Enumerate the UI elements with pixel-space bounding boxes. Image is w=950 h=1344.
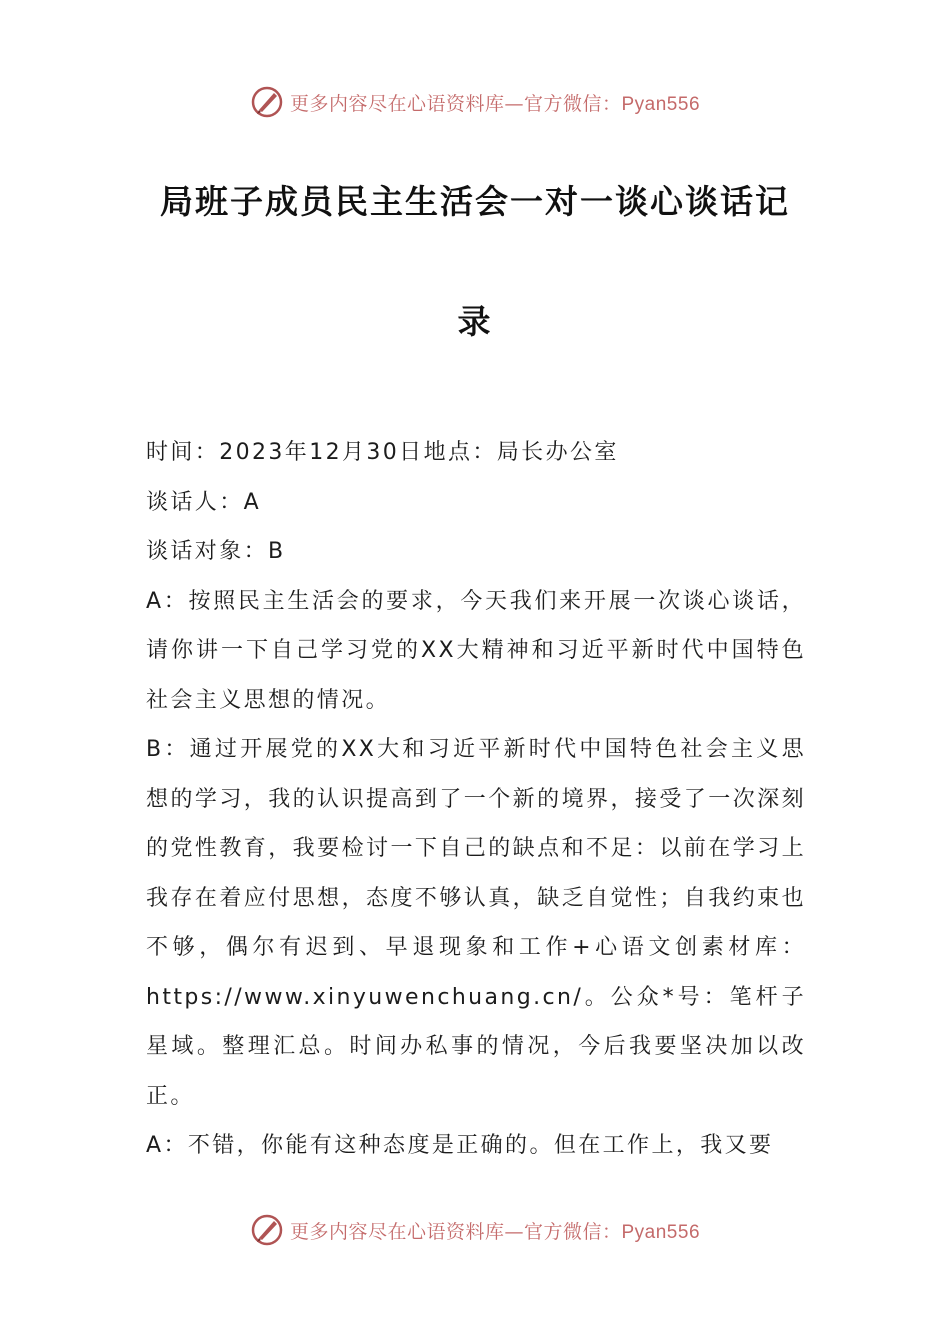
- paragraph-a-reply: A：不错，你能有这种态度是正确的。但在工作上，我又要: [146, 1133, 774, 1158]
- paragraph-a-question: A：按照民主生活会的要求，今天我们来开展一次谈心谈话，请你讲一下自己学习党的XX大精神和习近平新时代中国特色社会主义思想的情况。: [146, 588, 806, 713]
- document-title: 局班子成员民主生活会一对一谈心谈话记: [160, 182, 790, 221]
- meta-speaker: 谈话人：A: [146, 489, 262, 515]
- meta-time-place: 时间：2023年12月30日地点：局长办公室: [146, 440, 619, 465]
- watermark-text: 更多内容尽在心语资料库—官方微信：Pyan556: [289, 1220, 701, 1243]
- quill-logo-icon: [250, 85, 284, 119]
- quill-logo-icon: [250, 1213, 284, 1247]
- meta-target: 谈话对象：B: [146, 539, 286, 564]
- footer-watermark: [0, 1210, 950, 1250]
- document-title-continued: 录: [457, 302, 493, 341]
- document-body: [146, 428, 806, 1171]
- header-watermark: [0, 82, 950, 122]
- paragraph-b-answer: B：通过开展党的XX大和习近平新时代中国特色社会主义思想的学习，我的认识提高到了一个新的境界，接受了一次深刻的党性教育，我要检讨一下自己的缺点和不足：以前在学习上我存在着应付思想，态度不够认真，缺乏自觉性；自我约束也不够，偶尔有迟到、早退现象和工作+心语文创素材库：https://www.xinyuwenchuang.cn/。公众*号：笔杆子星域。整理汇总。时间办私事的情况，今后我要坚决加以改正。: [146, 737, 806, 1109]
- watermark-text: 更多内容尽在心语资料库—官方微信：Pyan556: [289, 92, 701, 115]
